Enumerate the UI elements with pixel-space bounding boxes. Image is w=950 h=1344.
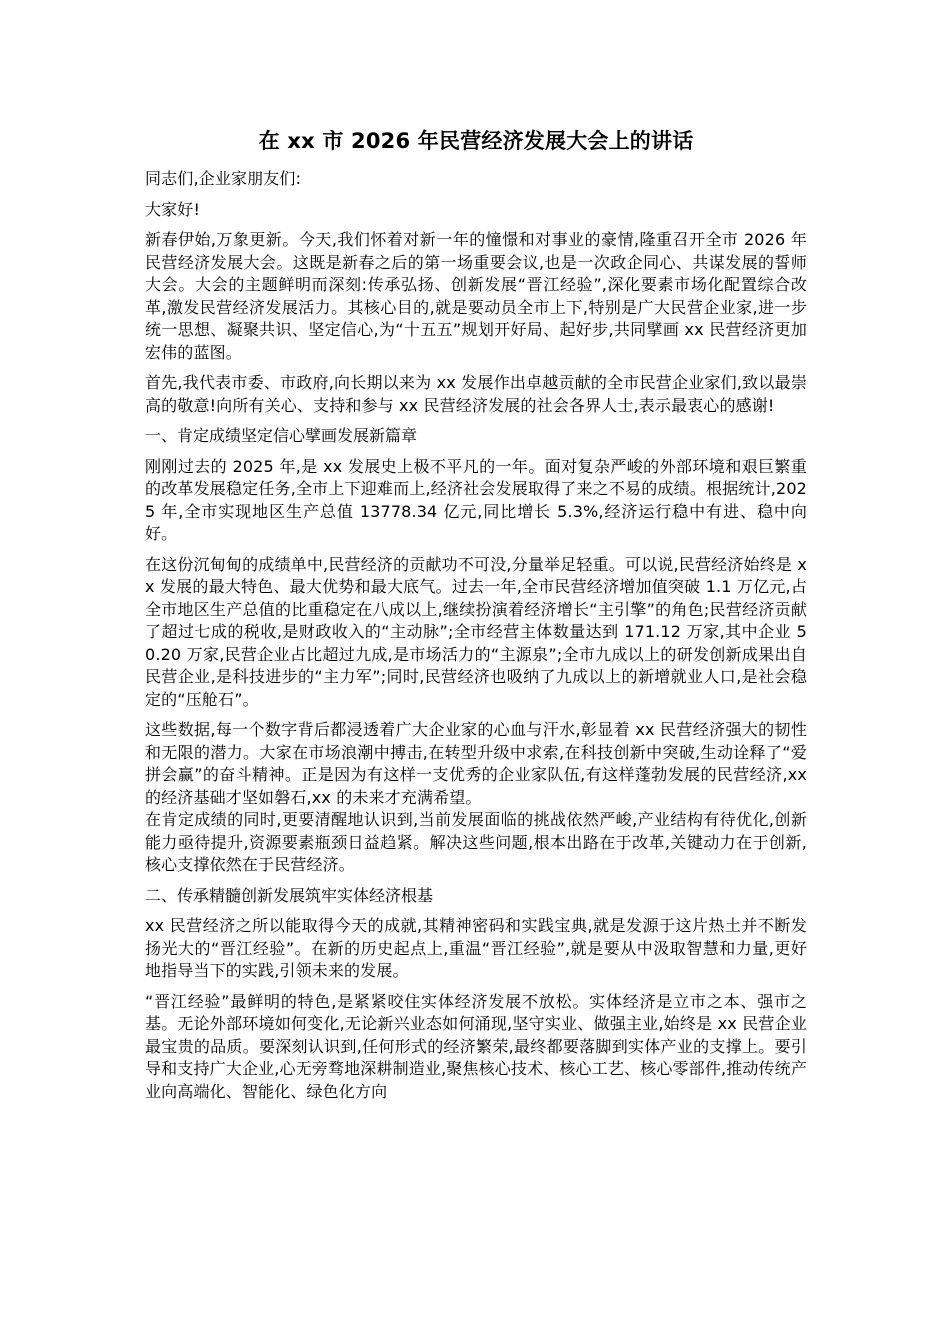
section1-paragraph-4: 在肯定成绩的同时,更要清醒地认识到,当前发展面临的挑战依然严峻,产业结构有待优化,创新能力亟待提升,资源要素瓶颈日益趋紧。解决这些问题,根本出路在于改革,关键动力在于创新,核心支撑依然在于民营经济。 [145, 810, 807, 874]
section-heading-1: 一、肯定成绩坚定信心擘画发展新篇章 [145, 426, 418, 445]
section2-paragraph-2: “晋江经验”最鲜明的特色,是紧紧咬住实体经济发展不放松。实体经济是立市之本、强市之基。无论外部环境如何变化,无论新兴业态如何涌现,坚守实业、做强主业,始终是 xx 民营企业最宝贵的品质。要深刻认识到,任何形式的经济繁荣,最终都要落脚到实体产业的支撑上。要引导和支持广大企业,心无旁骛地深耕制造业,聚焦核心技术、核心工艺、核心零部件,推动传统产业向高端化、智能化、绿色化方向 [145, 991, 807, 1101]
thanks-paragraph: 首先,我代表市委、市政府,向长期以来为 xx 发展作出卓越贡献的全市民营企业家们,致以最崇高的敬意!向所有关心、支持和参与 xx 民营经济发展的社会各界人士,表示最衷心的感谢! [145, 373, 807, 415]
salutation: 同志们,企业家朋友们: [145, 169, 302, 188]
intro-paragraph: 新春伊始,万象更新。今天,我们怀着对新一年的憧憬和对事业的豪情,隆重召开全市 2026 年民营经济发展大会。这既是新春之后的第一场重要会议,也是一次政企同心、共谋发展的誓师大会。大会的主题鲜明而深刻:传承弘扬、创新发展“晋江经验”,深化要素市场化配置综合改革,激发民营经济发展活力。其核心目的,就是要动员全市上下,特别是广大民营企业家,进一步统一思想、凝聚共识、坚定信心,为“十五五”规划开好局、起好步,共同擘画 xx 民营经济更加宏伟的蓝图。 [145, 230, 807, 362]
greeting: 大家好! [145, 199, 201, 219]
section1-paragraph-1: 刚刚过去的 2025 年,是 xx 发展史上极不平凡的一年。面对复杂严峻的外部环境和艰巨繁重的改革发展稳定任务,全市上下迎难而上,经济社会发展取得了来之不易的成绩。根据统计,2025 年,全市实现地区生产总值 13778.34 亿元,同比增长 5.3%,经济运行稳中有进、稳中向好。 [145, 456, 807, 543]
section-heading-2: 二、传承精髓创新发展筑牢实体经济根基 [145, 885, 434, 905]
section2-paragraph-1: xx 民营经济之所以能取得今天的成就,其精神密码和实践宝典,就是发源于这片热土并不断发扬光大的“晋江经验”。在新的历史起点上,重温“晋江经验”,就是要从中汲取智慧和力量,更好地指导当下的实践,引领未来的发展。 [145, 916, 807, 980]
section1-paragraph-3: 这些数据,每一个数字背后都浸透着广大企业家的心血与汗水,彰显着 xx 民营经济强大的韧性和无限的潜力。大家在市场浪潮中搏击,在转型升级中求索,在科技创新中突破,生动诠释了“爱拼会赢”的奋斗精神。正是因为有这样一支优秀的企业家队伍,有这样蓬勃发展的民营经济,xx 的经济基础才坚如磐石,xx 的未来才充满希望。 [145, 720, 807, 807]
section1-paragraph-2: 在这份沉甸甸的成绩单中,民营经济的贡献功不可没,分量举足轻重。可以说,民营经济始终是 xx 发展的最大特色、最大优势和最大底气。过去一年,全市民营经济增加值突破 1.1 万亿元,占全市地区生产总值的比重稳定在八成以上,继续扮演着经济增长“主引擎”的角色;民营经济贡献了超过七成的税收,是财政收入的“主动脉”;全市经营主体数量达到 171.12 万家,其中企业 50.20 万家,民营企业占比超过九成,是市场活力的“主源泉”;全市九成以上的研发创新成果出自民营企业,是科技进步的“主力军”;同时,民营经济也吸纳了九成以上的新增就业人口,是社会稳定的“压舱石”。 [145, 554, 807, 709]
document-page [145, 124, 807, 1111]
document-title: 在 xx 市 2026 年民营经济发展大会上的讲话 [258, 129, 694, 153]
